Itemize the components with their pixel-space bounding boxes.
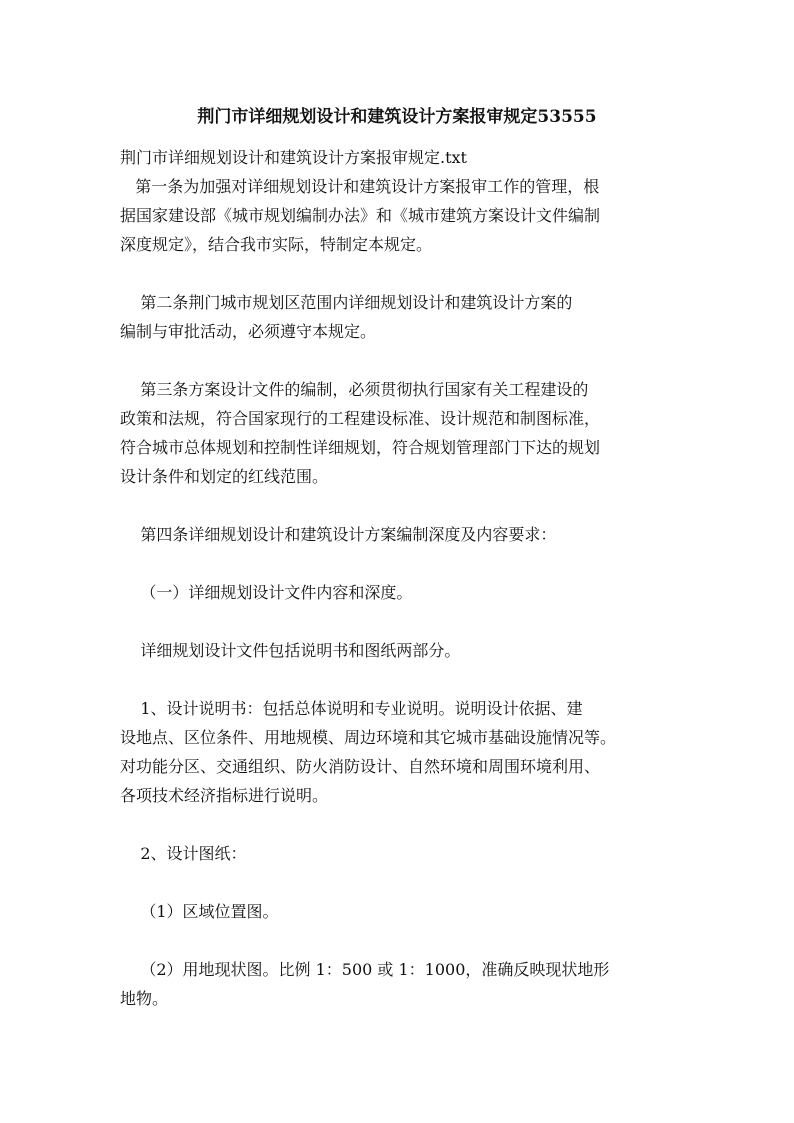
paragraph-spacer: [120, 346, 676, 375]
text-line: 第四条详细规划设计和建筑设计方案编制深度及内容要求：: [120, 525, 557, 544]
text-line: 2、设计图纸：: [120, 844, 247, 863]
text-line: 编制与审批活动，必须遵守本规定。: [120, 322, 377, 341]
paragraph-spacer: [120, 607, 676, 636]
text-line: 符合城市总体规划和控制性详细规划，符合规划管理部门下达的规划: [120, 438, 601, 457]
text-line: 设计条件和划定的红线范围。: [120, 467, 329, 486]
paragraph-article-1: [120, 172, 676, 259]
paragraph-spacer: [120, 868, 676, 897]
document-title: 荆门市详细规划设计和建筑设计方案报审规定53555: [197, 107, 597, 127]
text-line: 设地点、区位条件、用地规模、周边环境和其它城市基础设施情况等。: [120, 728, 617, 747]
paragraph-section-1: [120, 578, 676, 607]
filename-line: 荆门市详细规划设计和建筑设计方案报审规定.txt: [120, 148, 467, 167]
paragraph-spacer: [120, 810, 676, 839]
text-line: 第二条荆门城市规划区范围内详细规划设计和建筑设计方案的: [120, 293, 573, 312]
paragraph-article-2: [120, 288, 676, 346]
paragraph-detail-files: [120, 636, 676, 665]
text-line: （一）详细规划设计文件内容和深度。: [120, 583, 413, 602]
text-line: 第一条为加强对详细规划设计和建筑设计方案报审工作的管理，根: [120, 177, 600, 196]
text-line: 对功能分区、交通组织、防火消防设计、自然环境和周围环境利用、: [120, 757, 601, 776]
text-line: 详细规划设计文件包括说明书和图纸两部分。: [120, 641, 461, 660]
text-line: 据国家建设部《城市规划编制办法》和《城市建筑方案设计文件编制: [120, 206, 601, 225]
paragraph-article-4: [120, 520, 676, 549]
paragraph-spacer: [120, 549, 676, 578]
paragraph-spacer: [120, 259, 676, 288]
paragraph-location-map: [120, 897, 676, 926]
paragraph-spacer: [120, 665, 676, 694]
text-line: 政策和法规，符合国家现行的工程建设标准、设计规范和制图标准，: [120, 409, 601, 428]
text-line: 第三条方案设计文件的编制，必须贯彻执行国家有关工程建设的: [120, 380, 589, 399]
text-line: 深度规定》，结合我市实际，特制定本规定。: [120, 235, 433, 254]
document-body: [120, 143, 676, 1013]
paragraph-design-drawings: [120, 839, 676, 868]
text-line: 地物。: [120, 989, 169, 1008]
text-line: 1、设计说明书：包括总体说明和专业说明。说明设计依据、建: [120, 699, 583, 718]
paragraph-spacer: [120, 926, 676, 955]
paragraph-design-description: [120, 694, 676, 810]
text-line: （1）区域位置图。: [120, 902, 279, 921]
paragraph-current-use-map: [120, 955, 676, 1013]
paragraph-article-3: [120, 375, 676, 491]
text-line: （2）用地现状图。比例 1：500 或 1：1000，准确反映现状地形: [120, 960, 610, 979]
text-line: 各项技术经济指标进行说明。: [120, 786, 329, 805]
paragraph-spacer: [120, 491, 676, 520]
